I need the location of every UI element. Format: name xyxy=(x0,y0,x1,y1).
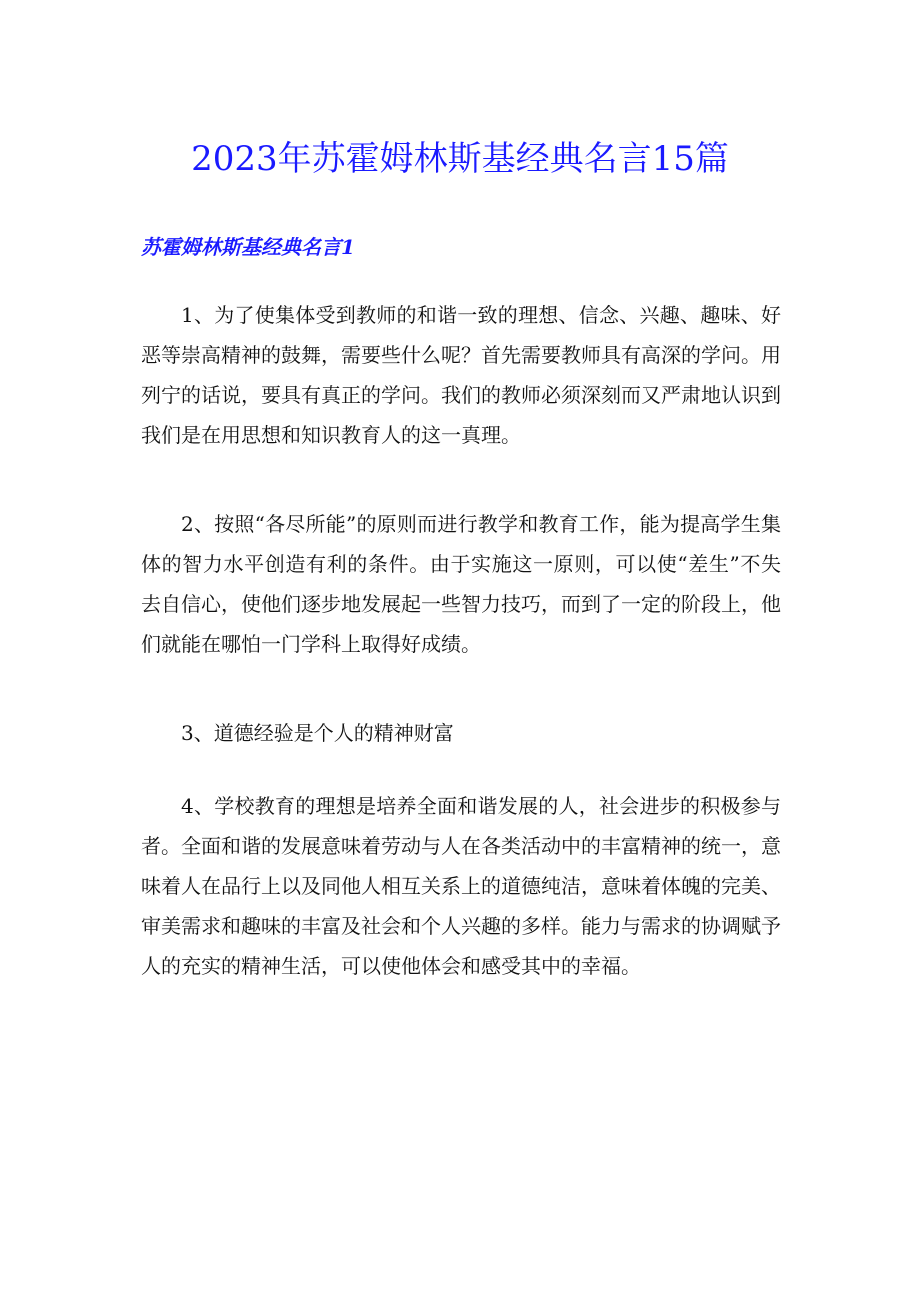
paragraph-4: 4、学校教育的理想是培养全面和谐发展的人，社会进步的积极参与者。全面和谐的发展意味着劳动与人在各类活动中的丰富精神的统一，意味着人在品行上以及同他人相互关系上的道德纯洁，意味着体魄的完美、审美需求和趣味的丰富及社会和个人兴趣的多样。能力与需求的协调赋予人的充实的精神生活，可以使他体会和感受其中的幸福。 xyxy=(141,794,781,978)
paragraph-3: 3、道德经验是个人的精神财富 xyxy=(181,721,454,745)
paragraph-1: 1、为了使集体受到教师的和谐一致的理想、信念、兴趣、趣味、好恶等崇高精神的鼓舞，需要些什么呢？首先需要教师具有高深的学问。用列宁的话说，要具有真正的学问。我们的教师必须深刻而又严肃地认识到我们是在用思想和知识教育人的这一真理。 xyxy=(141,303,781,447)
document-title: 2023年苏霍姆林斯基经典名言15篇 xyxy=(191,139,729,179)
paragraph-2: 2、按照“各尽所能”的原则而进行教学和教育工作，能为提高学生集体的智力水平创造有利的条件。由于实施这一原则，可以使“差生”不失去自信心，使他们逐步地发展起一些智力技巧，而到了一定的阶段上，他们就能在哪怕一门学科上取得好成绩。 xyxy=(141,512,781,656)
section-heading: 苏霍姆林斯基经典名言1 xyxy=(141,235,355,259)
